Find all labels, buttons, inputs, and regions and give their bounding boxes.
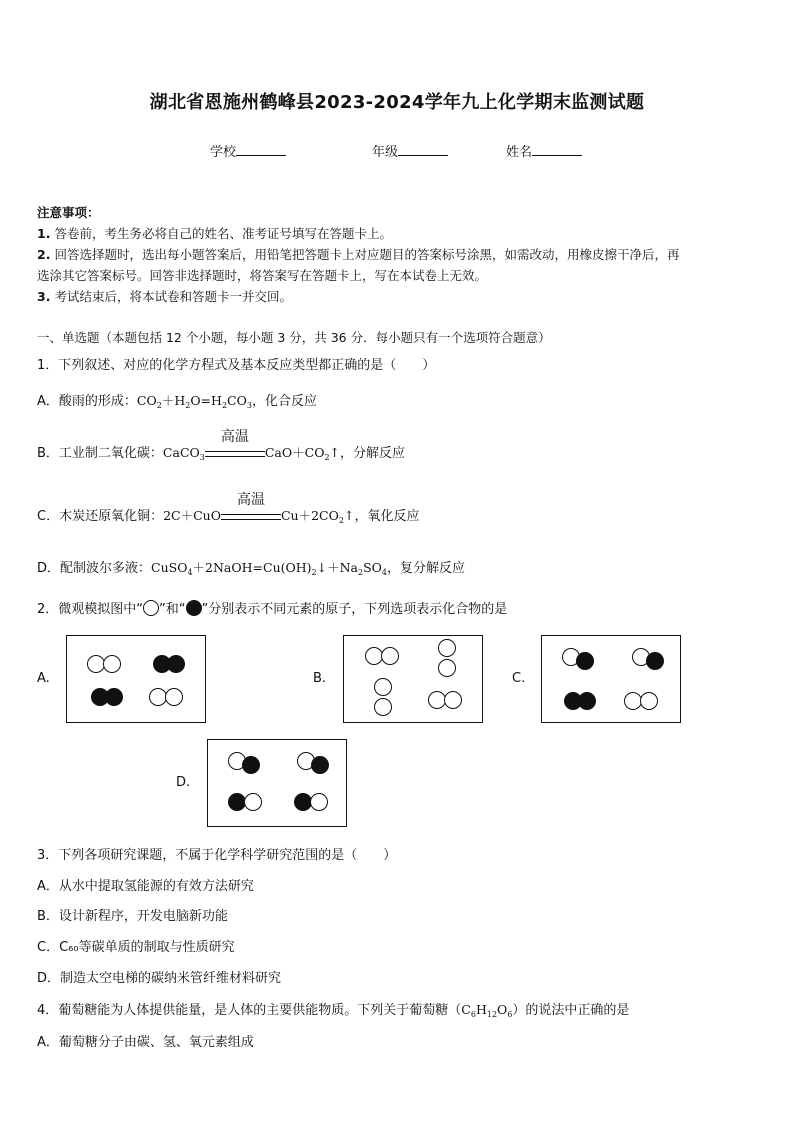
q1-option-d[interactable]: D．配制波尔多液：$CuSO_4+2NaOH=Cu(OH)_2↓+Na_2SO_4$，复分解反应 — [37, 560, 466, 577]
q3-option-c[interactable]: C．C₆₀等碳单质的制取与性质研究 — [37, 940, 235, 955]
grade-label: 年级 — [372, 145, 399, 160]
high-temp-condition: 高温 — [221, 509, 281, 524]
grade-field[interactable] — [372, 141, 448, 160]
high-temp-condition: 高温 — [205, 446, 265, 461]
section-heading: 一、单选题（本题包括 12 个小题，每小题 3 分，共 36 分．每小题只有一个选项符合题意） — [37, 330, 551, 345]
q3-option-b[interactable]: B．设计新程序，开发电脑新功能 — [37, 909, 228, 924]
name-field[interactable] — [506, 141, 582, 160]
notice-item-3: 3. 考试结束后，将本试卷和答题卡一并交回。 — [37, 289, 292, 304]
notice-item-1: 1. 答卷前，考生务必将自己的姓名、准考证号填写在答题卡上。 — [37, 226, 392, 241]
school-label: 学校 — [210, 145, 237, 160]
q3-stem: 3．下列各项研究课题，不属于化学科学研究范围的是（ ） — [37, 848, 397, 863]
q2-option-c-diagram[interactable] — [541, 635, 681, 723]
q1-option-c[interactable]: C．木炭还原氧化铜：2C＋CuO 高温 $Cu+2CO_2↑$，氧化反应 — [37, 492, 420, 525]
q2-label-c: C. — [512, 671, 526, 686]
notice-heading: 注意事项： — [37, 205, 100, 220]
q2-stem: 2．微观模拟图中“ ”和“ ”分别表示不同元素的原子，下列选项表示化合物的是 — [37, 602, 508, 617]
q4-option-a[interactable]: A．葡萄糖分子由碳、氢、氧元素组成 — [37, 1035, 254, 1050]
q2-option-a-diagram[interactable] — [66, 635, 206, 723]
q1-option-b[interactable]: B．工业制二氧化碳：CaCO$_3$ 高温 $CaO+CO_2↑$，分解反应 — [37, 429, 406, 462]
white-atom-icon — [143, 600, 159, 616]
q2-label-a: A. — [37, 671, 50, 686]
name-label: 姓名 — [506, 145, 533, 160]
q2-option-b-diagram[interactable] — [343, 635, 483, 723]
school-field[interactable] — [210, 141, 286, 160]
page-title: 湖北省恩施州鹤峰县2023-2024学年九上化学期末监测试题 — [149, 92, 645, 113]
notice-item-2-line2: 选涂其它答案标号。回答非选择题时，将答案写在答题卡上，写在本试卷上无效。 — [37, 268, 488, 283]
q4-stem: 4．葡萄糖能为人体提供能量，是人体的主要供能物质。下列关于葡萄糖$(C_6H_{12}O_6)$的说法中正确的是 — [37, 1002, 630, 1019]
q1-option-a[interactable]: A．酸雨的形成：$CO_2+H_2O=H_2CO_3$，化合反应 — [37, 393, 317, 410]
q3-option-d[interactable]: D．制造太空电梯的碳纳米管纤维材料研究 — [37, 971, 282, 986]
notice-item-2-line1: 2. 回答选择题时，选出每小题答案后，用铅笔把答题卡上对应题目的答案标号涂黑，如需改动，用橡皮擦干净后，再 — [37, 247, 680, 262]
q3-option-a[interactable]: A．从水中提取氢能源的有效方法研究 — [37, 879, 254, 894]
q2-label-b: B. — [313, 671, 327, 686]
q1-stem: 1．下列叙述、对应的化学方程式及基本反应类型都正确的是（ ） — [37, 358, 436, 373]
black-atom-icon — [186, 600, 202, 616]
q2-option-d-diagram[interactable] — [207, 739, 347, 827]
q2-label-d: D. — [176, 775, 191, 790]
